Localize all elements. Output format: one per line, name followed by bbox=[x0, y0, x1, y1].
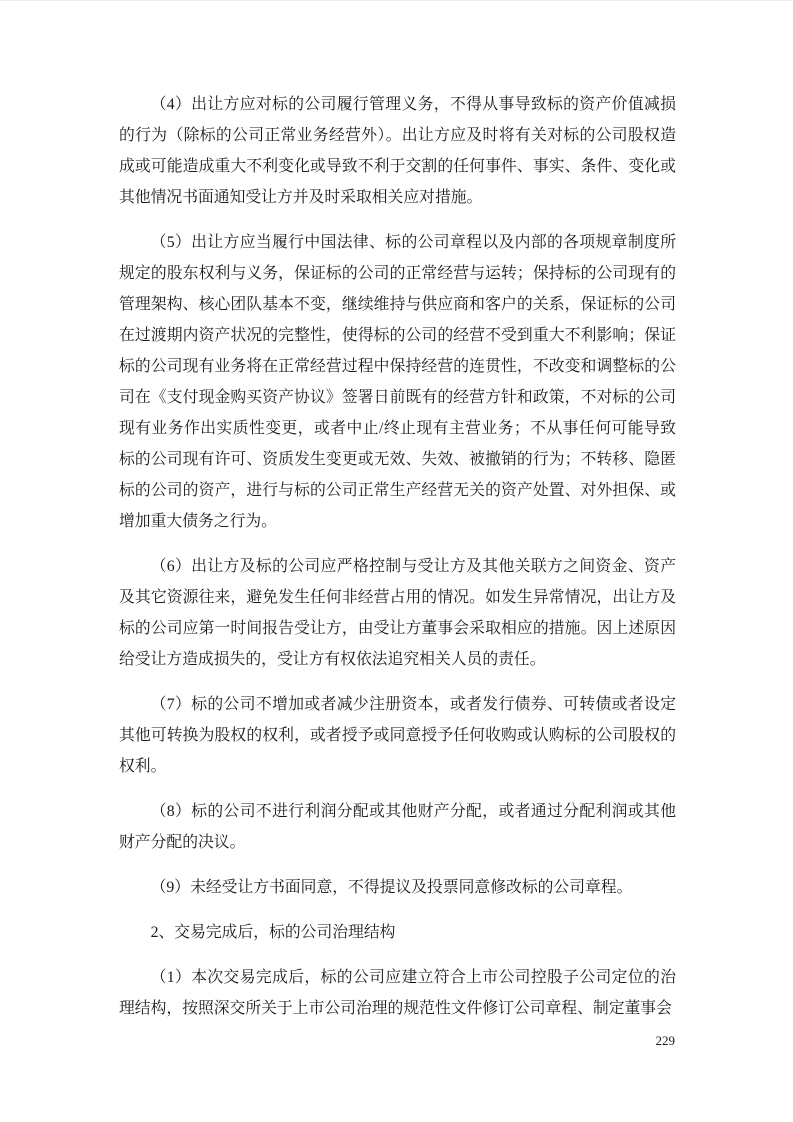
paragraph-item-1: （1）本次交易完成后，标的公司应建立符合上市公司控股子公司定位的治理结构，按照深交所关于上市公司治理的规范性文件修订公司章程、制定董事会 bbox=[119, 969, 676, 1017]
section-heading: 2、交易完成后，标的公司治理结构 bbox=[150, 924, 396, 941]
paragraph-item-6: （6）出让方及标的公司应严格控制与受让方及其他关联方之间资金、资产及其它资源往来，避免发生任何非经营占用的情况。如发生异常情况，出让方及标的公司应第一时间报告受让方，由受让方董事会采取相应的措施。因上述原因给受让方造成损失的，受让方有权依法追究相关人员的责任。 bbox=[119, 558, 676, 668]
paragraph-item-5: （5）出让方应当履行中国法律、标的公司章程以及内部的各项规章制度所规定的股东权利与义务，保证标的公司的正常经营与运转；保持标的公司现有的管理架构、核心团队基本不变，继续维持与供应商和客户的关系，保证标的公司在过渡期内资产状况的完整性，使得标的公司的经营不受到重大不利影响；保证标的公司现有业务将在正常经营过程中保持经营的连贯性，不改变和调整标的公司在《支付现金购买资产协议》签署日前既有的经营方针和政策，不对标的公司现有业务作出实质性变更，或者中止/终止现有主营业务；不从事任何可能导致标的公司现有许可、资质发生变更或无效、失效、被撤销的行为；不转移、隐匿标的公司的资产，进行与标的公司正常生产经营无关的资产处置、对外担保、或增加重大债务之行为。 bbox=[119, 234, 676, 530]
paragraph-item-8: （8）标的公司不进行利润分配或其他财产分配，或者通过分配利润或其他财产分配的决议。 bbox=[119, 803, 676, 851]
page-number: 229 bbox=[655, 1033, 675, 1048]
paragraph-item-9: （9）未经受让方书面同意，不得提议及投票同意修改标的公司章程。 bbox=[150, 879, 633, 896]
document-body bbox=[119, 89, 676, 1038]
paragraph-item-4: （4）出让方应对标的公司履行管理义务，不得从事导致标的资产价值减损的行为（除标的公司正常业务经营外）。出让方应及时将有关对标的公司股权造成或可能造成重大不利变化或导致不利于交割的任何事件、事实、条件、变化或其他情况书面通知受让方并及时采取相关应对措施。 bbox=[119, 96, 676, 206]
paragraph-item-7: （7）标的公司不增加或者减少注册资本，或者发行债券、可转债或者设定其他可转换为股权的权利，或者授予或同意授予任何收购或认购标的公司股权的权利。 bbox=[119, 696, 676, 775]
